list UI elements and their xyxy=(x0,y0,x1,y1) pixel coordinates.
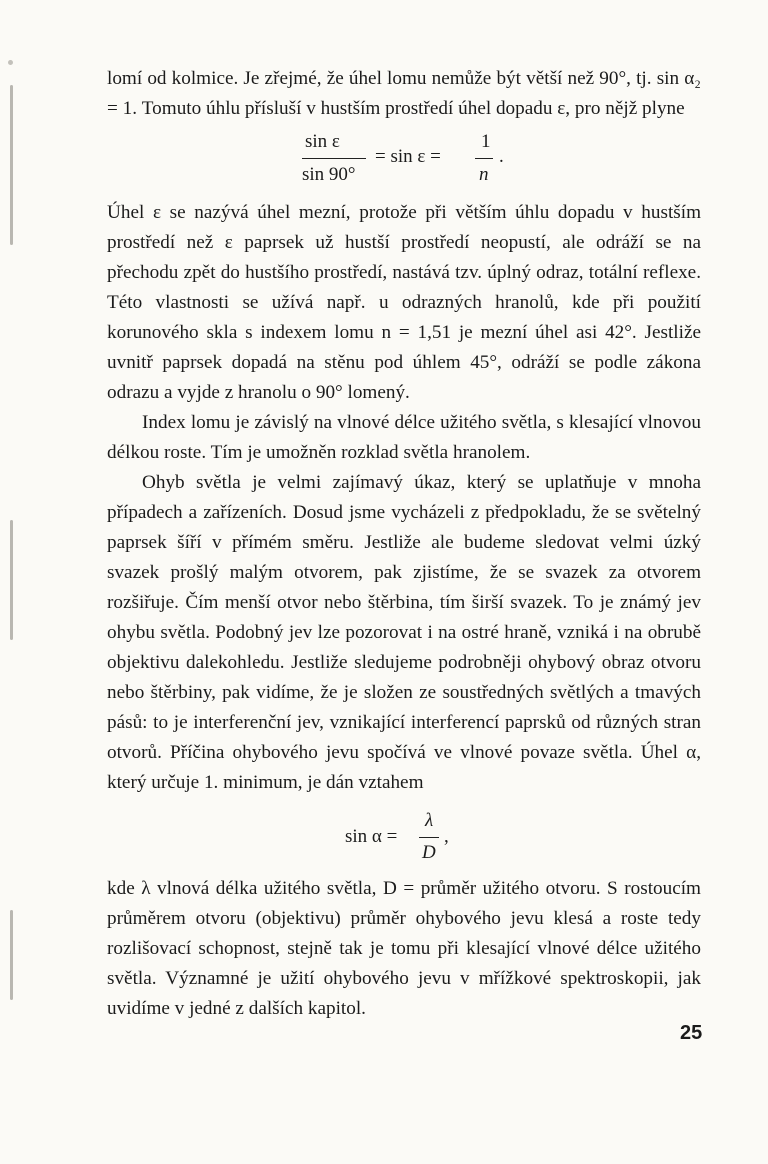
paragraph-1: lomí od kolmice. Je zřejmé, že úhel lomu nemůže být větší než 90°, tj. sin α₂ = 1. Tomuto úhlu přísluší v hustším prostředí úhel dopadu ε, pro nějž plyne xyxy=(107,68,701,119)
binding-edge-mark xyxy=(10,520,13,640)
fraction-bar xyxy=(302,158,366,159)
fraction-bar xyxy=(475,158,493,159)
paragraph-5: kde λ vlnová délka užitého světla, D = průměr užitého otvoru. S rostoucím průměrem otvoru (objektivu) průměr ohybového jevu klesá a roste tedy rozlišovací schopnost, stejně tak je tomu při klesající vlnové délce užitého světla. Významné je užití ohybového jevu v mřížkové spektroskopii, jak uvidíme v jedné z dalších kapitol. xyxy=(107,878,701,1019)
formula-end: . xyxy=(499,146,504,167)
formula-end: , xyxy=(444,826,449,847)
formula-numerator: λ xyxy=(425,810,434,831)
paragraph-3: Index lomu je závislý na vlnové délce užitého světla, s klesající vlnovou délkou roste. Tím je umožněn rozklad světla hranolem. xyxy=(107,412,701,463)
page-body xyxy=(107,64,701,1024)
fraction-bar xyxy=(419,837,439,838)
formula-fraction2-numerator: 1 xyxy=(481,131,491,152)
paper-speck xyxy=(8,60,13,65)
formula-denominator: D xyxy=(422,842,436,863)
formula-middle: = sin ε = xyxy=(375,146,441,167)
formula-denominator: sin 90° xyxy=(302,164,356,185)
formula-lhs: sin α = xyxy=(345,826,398,847)
paragraph-2: Úhel ε se nazývá úhel mezní, protože při větším úhlu dopadu v hustším prostředí než ε paprsek už hustší prostředí neopustí, ale odráží se na přechodu zpět do hustšího prostředí, nastává tzv. úplný odraz, totální reflexe. Této vlastnosti se užívá např. u odrazných hranolů, kde při použití korunového skla s indexem lomu n = 1,51 je mezní úhel asi 42°. Jestliže uvnitř paprsek dopadá na stěnu pod úhlem 45°, odráží se podle zákona odrazu a vyjde z hranolu o 90° lomený. xyxy=(107,202,701,403)
binding-edge-mark xyxy=(10,910,13,1000)
binding-edge-mark xyxy=(10,85,13,245)
page-number: 25 xyxy=(680,1022,703,1044)
formula-numerator: sin ε xyxy=(305,131,340,152)
paragraph-4: Ohyb světla je velmi zajímavý úkaz, který se uplatňuje v mnoha případech a zařízeních. Dosud jsme vycházeli z předpokladu, že se světelný paprsek šíří v přímém směru. Jestliže ale budeme sledovat velmi úzký svazek prošlý malým otvorem, pak zjistíme, že se svazek za otvorem rozšiřuje. Čím menší otvor nebo štěrbina, tím širší svazek. To je známý jev ohybu světla. Podobný jev lze pozorovat i na ostré hraně, vzniká i na obrubě objektivu dalekohledu. Jestliže sledujeme podrobněji ohybový obraz otvoru nebo štěrbiny, pak vidíme, že je složen ze soustředných světlých a tmavých pásů: to je interferenční jev, vznikající interferencí paprsků od různých stran otvorů. Příčina ohybového jevu spočívá ve vlnové povaze světla. Úhel α, který určuje 1. minimum, je dán vztahem xyxy=(107,472,701,793)
formula-fraction2-denominator: n xyxy=(479,164,489,185)
formula-diffraction xyxy=(107,808,701,870)
formula-critical-angle xyxy=(107,128,701,192)
